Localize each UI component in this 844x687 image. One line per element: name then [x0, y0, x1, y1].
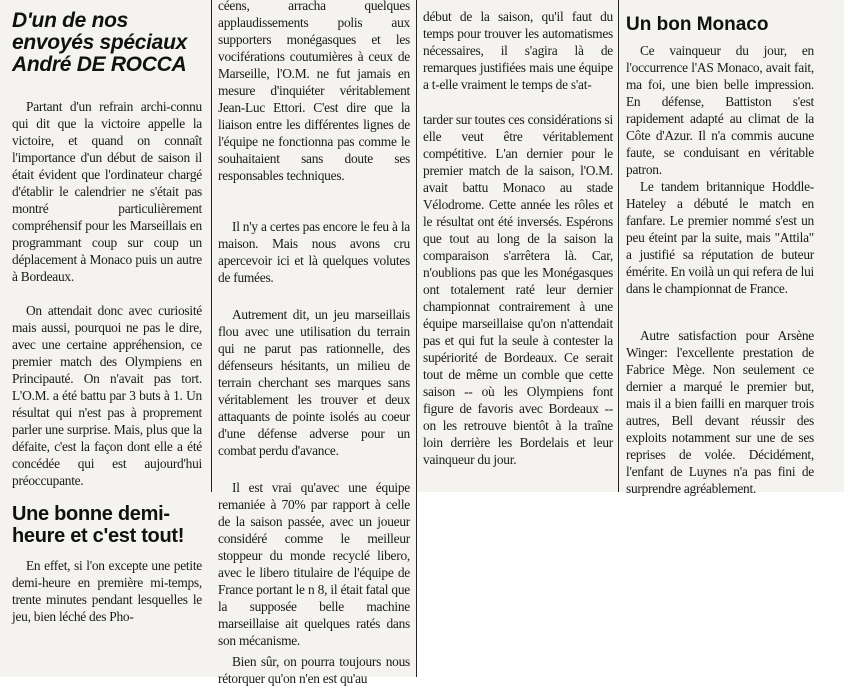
article-paragraph: céens, arracha quelques applaudissements polis aux supporters monégasques et les vociférations coutumières à ceux de Marseille, l'O.M. ne fut jamais en mesure d'inquiéter véritablement Jean-Luc Ettori. C'est dire que la liaison entre les différentes lignes de l'équipe ne fonctionna pas comme le souhaitaient sans doute ses responsables techniques. — [218, 0, 410, 183]
column-4 — [626, 0, 814, 496]
article-paragraph: Partant d'un refrain archi-connu qui dit que la victoire appelle la victoire, et quand on connaît l'importance d'un début de saison il était évident que l'ordinateur chargé d'établir le calendrier ne s'était pas montré particulièrement compréhensif pour les Marseillais en programmant coup sur coup un déplacement à Monaco puis un autre à Bordeaux. — [12, 99, 202, 284]
column-rule — [618, 0, 619, 492]
article-paragraph: Il est vrai qu'avec une équipe remaniée à 70% par rapport à celle de la saison passée, avec un joueur considéré comme le meilleur stoppeur du monde recyclé libero, avec le libero titulaire de l'équipe de France portant le n 8, il était fatal que la supposée belle machine marseillaise ait quelques ratés dans son mécanisme. — [218, 480, 410, 648]
article-paragraph: Le tandem britannique Hoddle-Hateley a débuté le match en fanfare. Le premier nommé s'est un peu éteint par la suite, mais "Attila" a justifié sa réputation de buteur émérite. En voilà un qui refera de lui dans le championnat de France. — [626, 179, 814, 296]
column-3 — [423, 0, 613, 492]
column-2 — [218, 0, 410, 686]
article-paragraph: tarder sur toutes ces considérations si elle veut être véritablement compétitive. L'an dernier pour le premier match de la saison, l'O.M. avait battu Monaco au stade Vélodrome. Cette année les rôles et le résultat ont été inversés. Espérons que tout au long de la saison la comparaison s'arrêtera là. Car, n'oublions pas que les Monégasques ont totalement raté leur dernier championnat contrairement à une équipe marseillaise qu'on n'attendait pas et qui fut la seule à contester la supériorité de Bordeaux. Ce serait tout de même un comble que cette saison -- où les Olympiens font figure de favoris avec Bordeaux -- on les retrouve bientôt à la traîne loin derrière les Bordelais et leur vainqueur du jour. — [423, 112, 613, 467]
article-paragraph: Il n'y a certes pas encore le feu à la maison. Mais nous avons cru apercevoir ici et là quelques volutes de fumées. — [218, 219, 410, 285]
article-paragraph: Autrement dit, un jeu marseillais flou avec une utilisation du terrain qui ne parut pas rationnelle, des défenseurs hésitants, un milieu de terrain cherchant ses marques sans véritablement les trouver et deux attaquants de pointe isolés au coeur d'une défense adverse pour un combat perdu d'avance. — [218, 307, 410, 458]
article-paragraph: On attendait donc avec curiosité mais aussi, pourquoi ne pas le dire, avec une certaine appréhension, ce premier match des Olympiens en Principauté. On n'avait pas tort. L'O.M. a été battu par 3 buts à 1. Un résultat qui n'est pas à proprement parler une surprise. Mais, plus que la défaite, c'est la façon dont elle a été concédée qui est aujourd'hui préoccupante. — [12, 303, 202, 488]
column-rule — [416, 0, 417, 677]
subheading: Une bonne demi-heure et c'est tout! — [12, 503, 185, 547]
section-heading: Un bon Monaco — [626, 14, 769, 35]
column-rule — [211, 0, 212, 492]
article-paragraph: En effet, si l'on excepte une petite demi-heure en première mi-temps, trente minutes pendant lesquelles le jeu, bien léché des Pho- — [12, 558, 202, 624]
article-paragraph: début de la saison, qu'il faut du temps pour trouver les automatismes nécessaires, il s'agira là de remarques justifiées mais une équipe a t-elle vraiment le temps de s'at- — [423, 9, 613, 92]
byline-heading: D'un de nos envoyés spéciaux André DE ROCCA — [12, 9, 187, 76]
article-paragraph: Bien sûr, on pourra toujours nous rétorquer qu'on n'en est qu'au — [218, 654, 410, 686]
article-paragraph: Ce vainqueur du jour, en l'occurrence l'AS Monaco, avait fait, ma foi, une bien belle impression. En défense, Battiston s'est rapidement adapté au climat de la Côte d'Azur. Il n'a commis aucune faute, se conduisant en véritable patron. — [626, 43, 814, 177]
column-1 — [12, 0, 202, 677]
article-paragraph: Autre satisfaction pour Arsène Winger: l'excellente prestation de Fabrice Mège. Non seulement ce dernier a marqué le premier but, mais il a bien failli en marquer trois autres, Bell devant réussir des exploits notamment sur une de ses reprises de volée. Décidément, l'enfant de Luynes n'a pas fini de surprendre agréablement. — [626, 328, 814, 496]
